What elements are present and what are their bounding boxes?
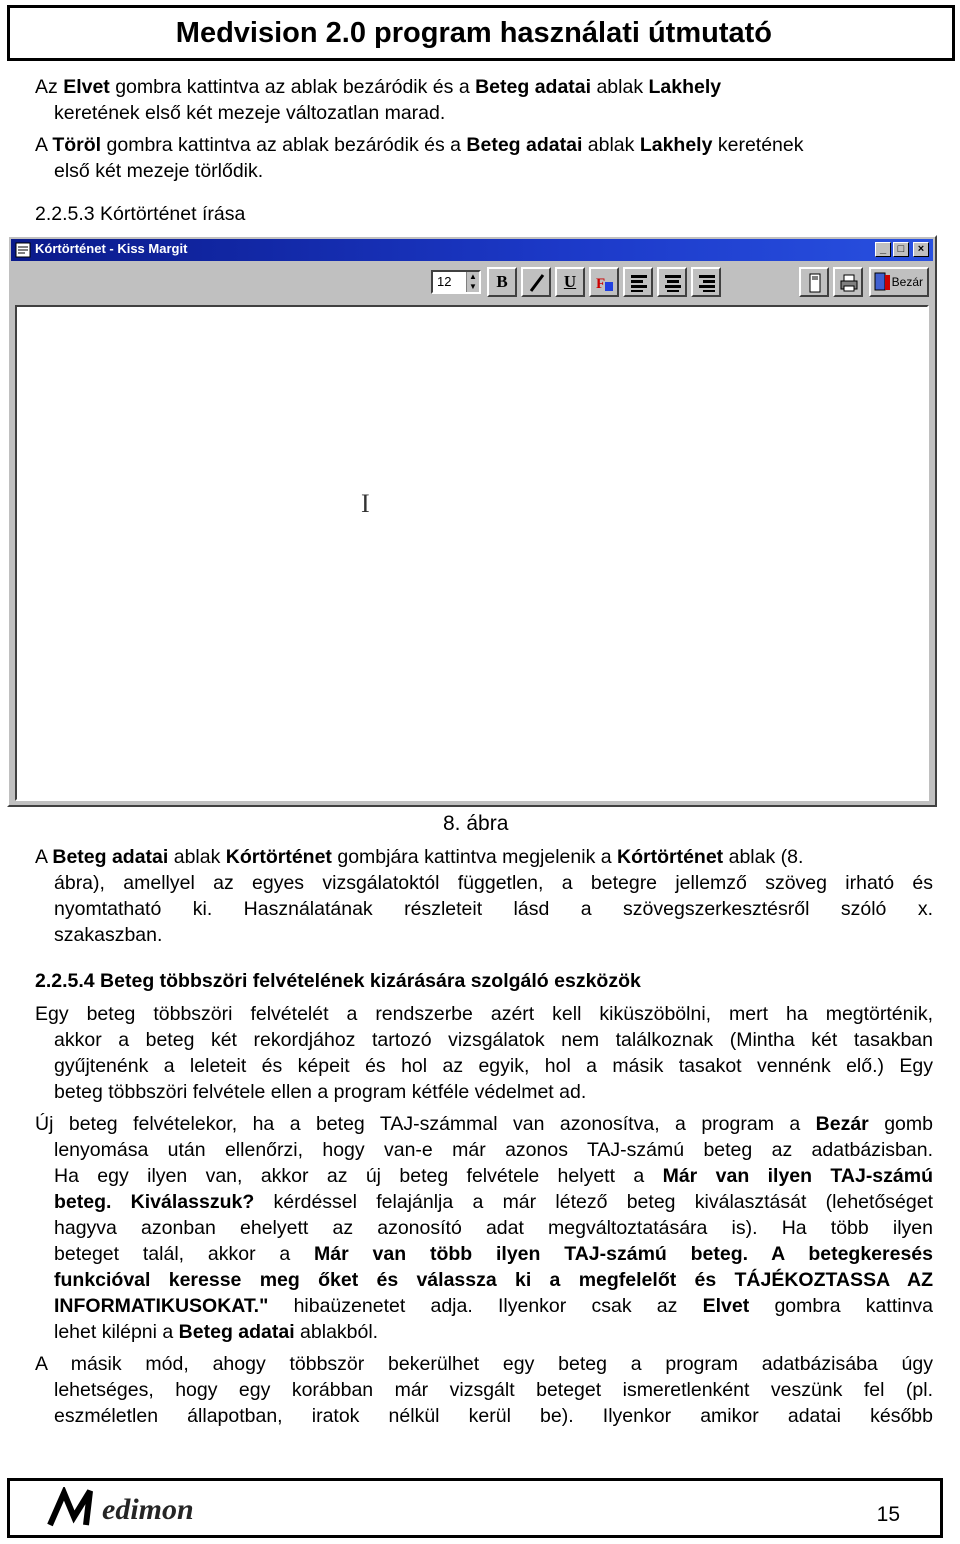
svg-text:edimon: edimon (102, 1493, 194, 1526)
document-title: Medvision 2.0 program használati útmutató (175, 17, 772, 49)
italic-button[interactable] (521, 267, 551, 297)
paragraph-line: Új beteg felvételekor, ha a beteg TAJ-számmal van azonosítva, a program a Bezár gomb (35, 1113, 933, 1135)
section-heading: 2.2.5.4 Beteg többszöri felvételének kizárására szolgáló eszközök (35, 970, 641, 992)
paragraph-line: Ha egy ilyen van, akkor az új beteg felvétele helyett a Már van ilyen TAJ-számú (54, 1165, 933, 1187)
font-color-button[interactable] (589, 267, 619, 297)
align-center-icon (662, 272, 684, 294)
page-button[interactable] (799, 267, 829, 297)
paragraph-masik-mod (35, 1351, 933, 1429)
paragraph-torol (35, 132, 933, 184)
kortortenet-window (7, 235, 937, 807)
text-editor-area[interactable] (15, 305, 929, 801)
page-footer (7, 1478, 943, 1538)
app-icon (15, 242, 31, 258)
window-titlebar (11, 239, 933, 261)
printer-icon (838, 272, 860, 294)
paragraph-elvet (35, 74, 933, 126)
paragraph-line: lehetséges, hogy egy korábban már vizsgált beteget ismeretlenként veszünk fel (pl. (54, 1379, 933, 1401)
figure-caption: 8. ábra (443, 812, 509, 835)
font-size-value: 12 (437, 274, 452, 289)
paragraph-line: A másik mód, ahogy többször bekerülhet egy beteg a program adatbázisába úgy (35, 1353, 933, 1375)
close-button[interactable]: × (913, 242, 929, 257)
paragraph-line: szakaszban. (54, 924, 163, 946)
align-left-icon (628, 272, 650, 294)
paragraph-line: beteg. Kiválasszuk? kérdéssel felajánlja a már létező beteg kiválasztását (lehetőséget (54, 1191, 933, 1213)
font-color-icon (594, 272, 616, 294)
page-number: 15 (876, 1503, 900, 1526)
underline-button[interactable]: U (555, 267, 585, 297)
paragraph-line: ábra), amellyel az egyes vizsgálatoktól független, a betegre jellemző szöveg irható és (54, 872, 933, 894)
paragraph-line: beteg többszöri felvétele ellen a program kétféle védelmet ad. (54, 1081, 587, 1103)
paragraph-line: beteget talál, akkor a Már van több ilyen TAJ-számú beteg. A betegkeresés (54, 1243, 933, 1265)
align-center-button[interactable] (657, 267, 687, 297)
section-heading: 2.2.5.3 Kórtörténet írása (35, 203, 246, 225)
paragraph-line: gyűjtenénk a leleteit és képeit és hol az egyik, hol a másik tasakot vennénk elő.) Egy (54, 1055, 933, 1077)
editor-toolbar (11, 263, 933, 305)
bold-button[interactable]: B (487, 267, 517, 297)
medimon-logo (46, 1487, 292, 1529)
spin-arrows-icon[interactable]: ▲ ▼ (466, 272, 479, 292)
maximize-button[interactable]: □ (893, 242, 909, 257)
paragraph-line: A Töröl gombra kattintva az ablak bezáródik és a Beteg adatai ablak Lakhely keretének (35, 134, 804, 156)
paragraph-line: A Beteg adatai ablak Kórtörténet gombjára kattintva megjelenik a Kórtörténet ablak (8. (35, 846, 804, 868)
paragraph-line: akkor a beteg két rekordjához tartozó vizsgálatok nem találkoznak (Mintha két tasakban (54, 1029, 933, 1051)
align-left-button[interactable] (623, 267, 653, 297)
paragraph-line: nyomtatható ki. Használatának részleteit lásd a szövegszerkesztésről szóló x. (54, 898, 933, 920)
paragraph-kortortenet (35, 844, 933, 948)
minimize-button[interactable]: _ (875, 242, 891, 257)
paragraph-line: lehet kilépni a Beteg adatai ablakból. (54, 1321, 379, 1343)
page-icon (804, 272, 826, 294)
paragraph-line: első két mezeje törlődik. (54, 160, 264, 182)
paragraph-uj-beteg (35, 1111, 933, 1345)
paragraph-tobbszori (35, 1001, 933, 1105)
paragraph-line: Egy beteg többszöri felvételét a rendszerbe azért kell kiküszöbölni, mert ha megtörténik, (35, 1003, 933, 1025)
font-size-select[interactable] (431, 270, 481, 294)
paragraph-line: lenyomása után ellenőrzi, hogy van-e már azonos TAJ-számú beteg az adatbázisban. (54, 1139, 933, 1161)
svg-text:F: F (596, 276, 606, 292)
italic-icon (526, 272, 548, 294)
window-title: Kórtörténet - Kiss Margit (35, 241, 188, 256)
paragraph-line: hagyva azonban ehelyett az azonosító adat megváltoztatására is). Ha több ilyen (54, 1217, 933, 1239)
door-icon (874, 272, 892, 292)
paragraph-line: keretének első két mezeje változatlan marad. (54, 102, 446, 124)
paragraph-line: funkcióval keresse meg őket és válassza ki a megfelelőt és TÁJÉKOZTASSA AZ (54, 1269, 933, 1291)
print-button[interactable] (833, 267, 863, 297)
text-cursor-icon: I (361, 489, 370, 518)
paragraph-line: INFORMATIKUSOKAT." hibaüzenetet adja. Ilyenkor csak az Elvet gombra kattinva (54, 1295, 934, 1317)
page-header (7, 5, 955, 61)
bezar-button[interactable] (869, 267, 929, 297)
paragraph-line: eszméletlen állapotban, iratok nélkül kerül be). Ilyenkor amikor adatai később (54, 1405, 933, 1427)
align-right-button[interactable] (691, 267, 721, 297)
paragraph-line: Az Elvet gombra kattintva az ablak bezáródik és a Beteg adatai ablak Lakhely (35, 76, 722, 98)
bezar-label: Bezár (891, 275, 923, 289)
align-right-icon (696, 272, 718, 294)
